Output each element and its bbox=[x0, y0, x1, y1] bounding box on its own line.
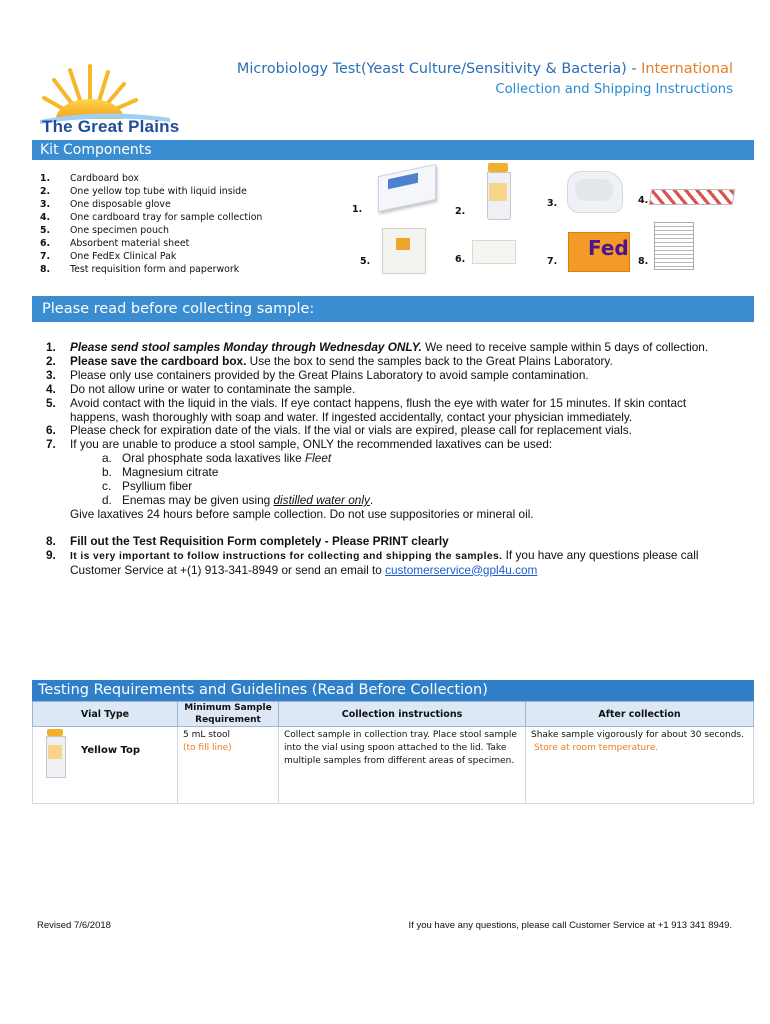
list-item: 5. Avoid contact with the liquid in the vials. If eye contact happens, flush the eye with water for 15 minutes. If skin contact happens, wash thoroughly with soap and water. If ingested accidentally, contact your physician immediately. bbox=[46, 395, 687, 424]
kit-components-heading: Kit Components bbox=[32, 140, 754, 160]
fill-line-note: (to fill line) bbox=[183, 743, 232, 753]
list-item: 3. One disposable glove bbox=[40, 199, 171, 210]
photo-number-6: 6. bbox=[455, 254, 466, 265]
list-item: a. Oral phosphate soda laxatives like Fleet bbox=[102, 451, 332, 466]
list-item: 6. Absorbent material sheet bbox=[40, 238, 190, 249]
document-title: Microbiology Test(Yeast Culture/Sensitivity & Bacteria) - International bbox=[236, 61, 733, 77]
vial-type-label: Yellow Top bbox=[81, 745, 141, 756]
list-item: 2. Please save the cardboard box. Use the box to send the samples back to the Great Plains Laboratory. bbox=[46, 353, 613, 368]
cardboard-box-photo bbox=[372, 162, 440, 214]
list-item: 6. Please check for expiration date of the vials. If the vial or vials are expired, please call for replacement vials. bbox=[46, 423, 632, 438]
list-item: 2. One yellow top tube with liquid inside bbox=[40, 186, 247, 197]
email-link[interactable]: customerservice@gpl4u.com bbox=[385, 562, 538, 577]
list-item: 3. Please only use containers provided by the Great Plains Laboratory to avoid sample contamination. bbox=[46, 367, 589, 382]
list-item: 1. Please send stool samples Monday through Wednesday ONLY. We need to receive sample within 5 days of collection. bbox=[46, 340, 709, 354]
list-item: 7. If you are unable to produce a stool sample, ONLY the recommended laxatives can be used: bbox=[46, 437, 553, 452]
testing-table bbox=[32, 701, 754, 804]
specimen-pouch-photo bbox=[378, 226, 428, 274]
logo-text: The Great Plains bbox=[42, 117, 180, 136]
footer-contact: If you have any questions, please call Customer Service at +1 913 341 8949. bbox=[408, 920, 732, 931]
yellow-vial-photo bbox=[45, 729, 65, 777]
fedex-pak-photo: Fed bbox=[564, 226, 632, 272]
title-accent: International bbox=[641, 61, 733, 77]
absorbent-sheet-photo bbox=[470, 236, 516, 266]
kit-list bbox=[40, 172, 262, 276]
column-header: Vial Type bbox=[33, 702, 178, 727]
table-header-row bbox=[33, 702, 754, 727]
list-item: 9. It is very important to follow instructions for collecting and shipping the samples. If you have any questions please call Customer Service at +(1) 913-341-8949 or send an email to customerservice@gpl4u.com bbox=[46, 547, 699, 577]
collection-instructions-cell: Collect sample in collection tray. Place stool sample into the vial using spoon attached to the lid. Take multiple samples from different areas of specimen. bbox=[279, 727, 526, 804]
vial-type-cell bbox=[33, 727, 178, 804]
instructions-list bbox=[46, 341, 736, 578]
requisition-form-photo bbox=[652, 220, 694, 270]
tray-photo bbox=[650, 185, 734, 207]
table-row bbox=[33, 727, 754, 804]
glove-photo bbox=[563, 163, 625, 217]
photo-number-4: 4. bbox=[638, 195, 649, 206]
list-item: d. Enemas may be given using distilled water only. bbox=[102, 492, 374, 507]
after-collection-cell: Shake sample vigorously for about 30 seconds. Store at room temperature. bbox=[526, 727, 754, 804]
list-item: 8. Fill out the Test Requisition Form completely - Please PRINT clearly bbox=[46, 533, 449, 548]
list-item: 8. Test requisition form and paperwork bbox=[40, 264, 240, 275]
photo-number-2: 2. bbox=[455, 206, 466, 217]
list-item: c. Psyllium fiber bbox=[102, 479, 193, 494]
list-item: 4. One cardboard tray for sample collection bbox=[40, 212, 263, 223]
document-subtitle: Collection and Shipping Instructions bbox=[495, 82, 733, 97]
photo-number-3: 3. bbox=[547, 198, 558, 209]
list-item: 4. Do not allow urine or water to contaminate the sample. bbox=[46, 381, 356, 396]
list-item: 7. One FedEx Clinical Pak bbox=[40, 251, 177, 262]
yellow-tube-photo bbox=[485, 163, 511, 219]
min-sample-cell: 5 mL stool (to fill line) bbox=[178, 727, 279, 804]
photo-number-8: 8. bbox=[638, 256, 649, 267]
list-item: 5. One specimen pouch bbox=[40, 225, 169, 236]
column-header: Collection instructions bbox=[279, 702, 526, 727]
photo-number-7: 7. bbox=[547, 256, 558, 267]
storage-note: Store at room temperature. bbox=[534, 743, 659, 753]
column-header: Minimum Sample Requirement bbox=[178, 702, 279, 727]
please-read-heading: Please read before collecting sample: bbox=[32, 296, 754, 322]
revision-date: Revised 7/6/2018 bbox=[37, 920, 111, 931]
photo-number-5: 5. bbox=[360, 256, 371, 267]
list-item: b. Magnesium citrate bbox=[102, 465, 219, 480]
testing-requirements-heading: Testing Requirements and Guidelines (Read Before Collection) bbox=[32, 680, 754, 701]
column-header: After collection bbox=[526, 702, 754, 727]
photo-number-1: 1. bbox=[352, 204, 363, 215]
laxative-note: Give laxatives 24 hours before sample collection. Do not use suppositories or mineral oil. bbox=[70, 506, 534, 521]
list-item: 1. Cardboard box bbox=[40, 173, 139, 184]
